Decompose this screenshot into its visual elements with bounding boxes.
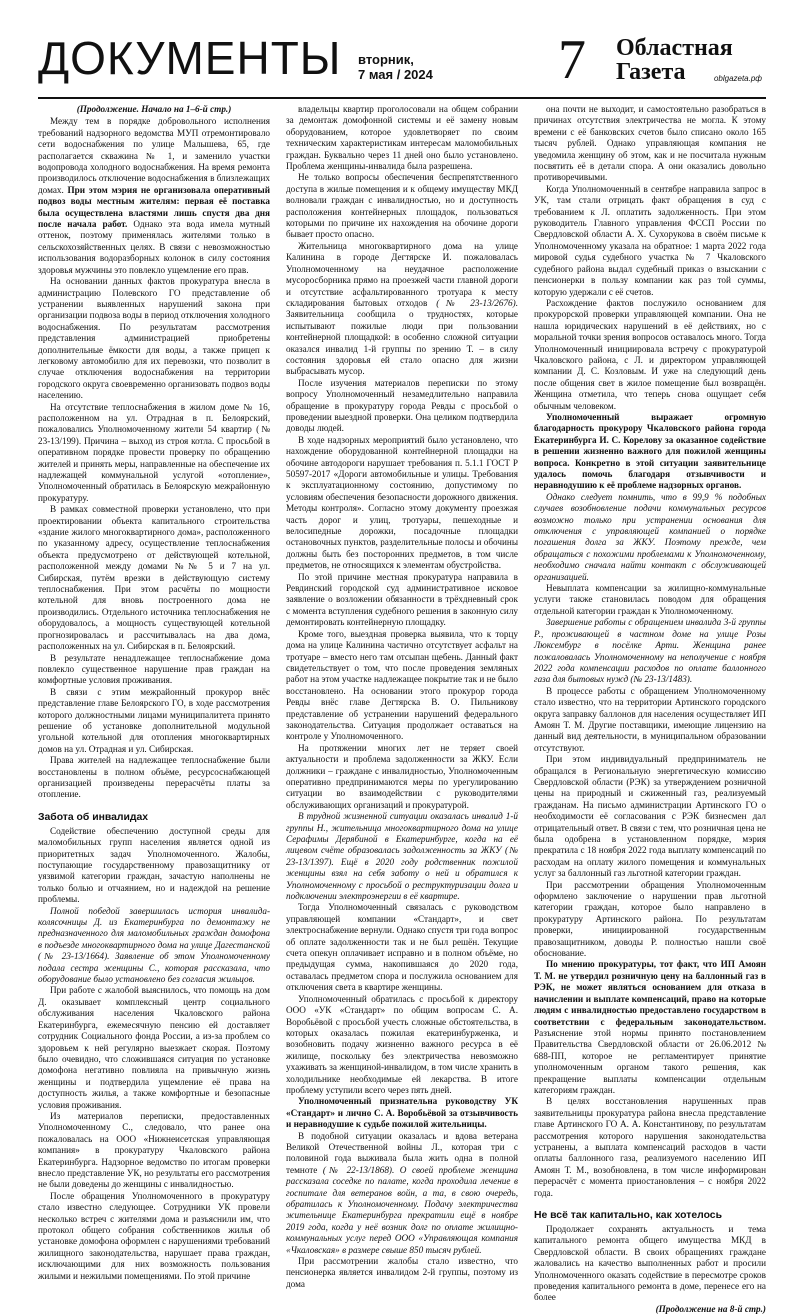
subheading: Забота об инвалидах [38,811,149,823]
column-3 [534,104,766,1314]
paragraph: После изучения материалов переписки по этому вопросу Уполномоченный незамедлительно направила обращение в прокуратуру города Ревды с просьбой о проведении выездной проверки. Она целиком подтвердила доводы людей. [286,377,518,434]
paragraph-italic: Полной победой завершилась история инвалида-колясочницы Д. из Екатеринбурга по демонтажу не предназначенного для маломобильных граждан домофона в подъезде многоквартирного дома на улице Дагестанской (№ 23-13/1664). Заявление об этом Уполномоченному подала сестра женщины С., которая рассказала, что оборудование было установлено без согласия жильцов. [38,905,270,985]
paragraph: Уполномоченный обратилась с просьбой к директору ООО «УК «Стандарт» по общим вопросам С. А. Воробьёвой с просьбой учесть сложные обстоятельства, в которых оказалась пожилая екатеринбурженка, и возобновить подачу жизненно важного ресурса в её жилище, поскольку без электричества невозможно ухаживать за женщиной-инвалидом, в том числе хранить в холодильнике необходимые ей лекарства. В итоге проблему уступили всего через пять дней. [286,993,518,1095]
paragraph: Невыплата компенсации за жилищно-коммунальные услуги также становилась поводом для обращения отдельной категории граждан к Уполномоченному. [534,583,766,616]
bold-text: По мнению прокуратуры, тот факт, что ИП Амоян Т. М. не утвердил розничную цену на баллонный газ в РЭК, не может являться основанием для отказа в начислении и выплате компенсаций, право на которые людям с инвалидностью предоставлено государством в соответствии с федеральным законодательством. [534,959,766,1027]
paragraph-italic: Однако следует помнить, что в 99,9 % подобных случаев возобновление подачи коммунальных ресурсов возможно только при устранении основания для отключения с управляющей компанией о порядке погашения долга за ЖКУ. Поэтому прежде, чем обращаться с похожими проблемами к Уполномоченному, необходимо сначала найти контакт с обслуживающей организацией. [534,491,766,582]
paragraph: В связи с этим межрайонный прокурор внёс представление главе Белоярского ГО, в ходе рассмотрения которого должностными лицами муниципалитета принято решение об установке дополнительной модульной угольной котельной для отопления многоквартирных домов на ул. Отрадная и ул. Сибирская. [38,686,270,754]
logo-line-1: Областная [616,35,733,61]
paragraph: она почти не выходит, и самостоятельно разобраться в причинах отсутствия электричества не могла. К этому времени с её банковских счетов было списано около 165 тысяч рублей. Однако управляющая компания не уведомила женщину об этом, как и не посчитала нужным посвятить её в детали спора. А они оказались довольно противоречивыми. [534,104,766,183]
italic-text: (№ 22-13/1868). О своей проблеме женщина рассказала соседке по палате, когда проходила лечение в госпитале для ветеранов войн, а та, в свою очередь, обратилась к Уполномоченному. Подачу электричества жительнице Екатеринбурга прекратили ещё в ноябре 2019 года, когда у неё возник долг по оплате жилищно-коммунальных услуг перед ООО «Управляющая компания «Чкаловская» в размере свыше 850 тысяч рублей. [286,1164,518,1255]
paragraph: Расхождение фактов послужило основанием для прокурорской проверки управляющей компании. Она не нашла юридических нарушений в её действиях, но с моральной точки зрения вопросов оставалось много. Тогда Уполномоченный инициировала встречу с прокуратурой Чкаловского района, с Л. и директором управляющей компании Д. С. Козловым. И уже на следующий день после общения свет в жилое помещение был возвращён. Женщина отметила, что теперь снова ощущает себя обычным человеком. [534,297,766,411]
paragraph: Кроме того, выездная проверка выявила, что к торцу дома на улице Калинина частично отсутствует асфальт на тротуаре – вместо него там отсыпан щебень. Данный факт свидетельствует о том, что после проведения земляных работ на этом участке надлежащее покрытие так и не было восстановлено. На основании этого прокурор города Ревды внёс главе Дегтярска В. О. Пильникову представление об устранении нарушений федерального законодательства. Ситуация продолжает оставаться на контроле у Уполномоченного. [286,628,518,742]
subheading: Не всё так капитально, как хотелось [534,1210,722,1221]
page-number: 7 [558,29,586,91]
paragraph [286,241,518,378]
paragraph: Тогда Уполномоченный связалась с руководством управляющей компании «Стандарт», и свет электроснабжение вернули. Однако спустя три года вопрос об оплате задолженности так и не был решён. Текущие счета опекун оплачивает исправно и в полном объёме, но предыдущая сумма, накопившаяся до 2020 года, оставалась предметом спора и послужила основанием для отключения света в квартире женщины. [286,902,518,993]
continuation-end-note: (Продолжение на 8-й стр.) [655,1303,766,1314]
paragraph: Не только вопросы обеспечения беспрепятственного доступа в жилые помещения и к общему имуществу МКД волновали граждан с инвалидностью, но и доступность расположения контейнерных площадок, пользоваться которыми по причине их нахождения на обочине дороги бывает просто опасно. [286,172,518,240]
paragraph: На отсутствие теплоснабжения в жилом доме № 16, расположенном на ул. Отрадная в п. Белоярский, пожаловались Уполномоченному жители 54 квартир (№ 23-13/199). Причина – выход из строя котла. С просьбой в оперативном порядке провести проверку по обращению жителей и принять меры, направленные на обеспечение их надлежащей коммунальной услугой «отопление», Уполномоченный обратилась в Белоярскую межрайонную прокуратуру. [38,401,270,503]
text: Заявительница сообщила о трудностях, которые испытывают пожилые люди при пользовании контейнерной площадкой: в особенно сложной ситуации оказался инвалид 1-й группы по зрению Т. – в силу состояния здоровья ей стало опасно для жизни выбрасывать мусор. [286,309,518,377]
page-header [38,30,766,96]
paragraph: При этом индивидуальный предприниматель не обращался в Региональную энергетическую комиссию Свердловской области (РЭК) за утверждением розничной цены на природный и сжиженный газ, реализуемый гражданам. На письмо администрации Артинского ГО о необходимости её согласования с РЭК бизнесмен дал отрицательный ответ. В связи с тем, что розничная цена не была одобрена в установленном порядке, мэрия прекратила с 18 ноября 2022 года выплату компенсаций по расходам на оплату жилого помещения и коммунальных услуг за баллонный газ льготной категории граждан. [534,754,766,879]
paragraph: Права жителей на надлежащее теплоснабжение были восстановлены в полном объёме, ресурсоснабжающей организацией произведены перерасчёты платы за отопление. [38,755,270,800]
paragraph: В рамках совместной проверки установлено, что при проектировании объекта капитального строительства «здание жилого многоквартирного дома», расположенного по указанному адресу, осуществление теплоснабжения объекта предусмотрено от действующей котельной, расположенной между домами №№ 5 и 7 на ул. Сибирская, путём врезки в действующую систему теплоснабжения. При этом расчёты по мощности котельной для вновь построенного дома не производились. Отдельного источника теплоснабжения не оборудовалось, а мощность существующей котельной прогнозировалась и рассчитывалась на два дома, расположенных на ул. Сибирская в п. Белоярский. [38,504,270,652]
paragraph: В процессе работы с обращением Уполномоченному стало известно, что на территории Артинского городского округа заправку баллонов для населения осуществляет ИП Амоян Т. М. Другие поставщики, имеющие лицензию на данный вид деятельности, в муниципальном образовании отсутствуют. [534,685,766,753]
continuation-note: (Продолжение. Начало на 1–6-й стр.) [76,104,232,114]
paragraph: На основании данных фактов прокуратура внесла в администрацию Полевского ГО представление об устранении выявленных нарушений закона при организации подвоза воды в период отключения холодного водоснабжения. По результатам рассмотрения представления администрацией приобретены дополнительные ёмкости для воды, а также прицеп к легковому автомобилю для их перевозки, что позволит в случае отключения водоснабжения на территории городского округа своевременно организовать подвоз воды населению. [38,276,270,401]
logo-line-2: Газета [616,59,686,85]
paragraph: Продолжает сохранять актуальность и тема капитального ремонта общего имущества МКД в Свердловской области. В своих обращениях граждане жаловались на качество выполненных работ и просили Уполномоченного оказать содействие в пересмотре сроков проведения капитального ремонта в доме, перенесе его на более [534,1224,766,1303]
paragraph-italic: В трудной жизненной ситуации оказалась инвалид 1-й группы Н., жительница многоквартирного дома на улице Серафимы Дерябиной в Екатеринбурге, когда на её лицевом счёте образовалась задолженность за ЖКУ (№ 23-13/1397). Ещё в 2020 году родственник пожилой женщины взял на себя заботу о ней и обратился к Уполномоченному с просьбой о реструктуризации долга и подключении электроэнергии в её квартире. [286,811,518,902]
paragraph: владельцы квартир проголосовали на общем собрании за демонтаж домофонной системы и её замену новым оборудованием, которое удовлетворяет по своим техническим характеристикам интересам маломобильных граждан. Буквально через 11 дней оно было установлено. Проблема женщины-инвалида была разрешена. [286,104,518,172]
issue-weekday: вторник, [358,52,414,67]
paragraph: В целях восстановления нарушенных прав заявительницы прокуратура района внесла представление главе Артинского ГО А. А. Константинову, по результатам рассмотрения которого нарушения законодательства устранены, а выплата компенсаций расходов в части оплаты баллонного газа, реализуемого населению ИП Амоян Т. М., возобновлена, в том числе информирован перерасчёт с момента приостановления – с ноября 2022 года. [534,1096,766,1198]
paragraph: Когда Уполномоченный в сентябре направила запрос в УК, там стали отрицать факт обращения в суд с требованием к Л. оплатить задолженность. При этом руководитель Главного управления ФССП России по Свердловской области А. Х. Сухорукова в своём письме к Уполномоченному указала на обратное: 1 марта 2022 года мировой судья судебного участка № 7 Чкаловского судебного района выдал судебный приказ о взыскании с пенсионерки в пользу компании как раз той суммы, которую удержали с её счетов. [534,183,766,297]
paragraph-italic: Завершение работы с обращением инвалида 3-й группы Р., проживающей в частном доме на улице Розы Люксембург в посёлке Арти. Женщина ранее пожаловалась Уполномоченному на неполучение с ноября 2022 года компенсации расходов по оплате баллонного газа для бытовых нужд (№ 23-13/1483). [534,617,766,685]
column-1 [38,104,271,1281]
text: В подобной ситуации оказалась и вдова ветерана Великой Отечественной войны Л., которая три с половиной года выживала была жить одна в полной темноте [286,1130,518,1175]
text: Разъяснение этой нормы принято постановлением Правительства Свердловской области от 26.06.2012 № 688-ПП, которое не регламентирует принятие уполномоченным органом такого решения, как прекращение выплаты компенсации отдельным категориям граждан. [534,1027,766,1095]
paragraph: На протяжении многих лет не теряет своей актуальности и проблема задолженности за ЖКУ. Если должники – граждане с инвалидностью, Уполномоченным оперативно предпринимаются меры по урегулированию ситуации во взаимодействии с руководителями обслуживающих организаций и прокуратурой. [286,742,518,810]
paragraph: По этой причине местная прокуратура направила в Ревдинский городской суд административное исковое заявление о возложении обязанности в трёхдневный срок с момента вступления судебного решения в законную силу демонтировать контейнерную площадку. [286,571,518,628]
paragraph [534,959,766,1096]
paragraph-bold: Уполномоченный признательна руководству УК «Стандарт» и лично С. А. Воробьёвой за отзывчивость и неравнодушие к судьбе пожилой жительницы. [286,1096,518,1130]
text: Однако эта вода имела мутный оттенок, поэтому применялась жителями только в сельскохозяйственных целях. В связи с невозможностью использования водоразборных колонок в силу состояния здоровья мужчины это повлекло ущемление его прав. [38,219,270,275]
paragraph: После обращения Уполномоченного в прокуратуру стало известно следующее. Сотрудники УК провели несколько встреч с жителями дома и разъяснили им, что протокол общего собрания собственников жилья об установке домофона оформлен с нарушениями требований жилищного законодательства, нарушает права граждан, исключающими для них возможность пользования жилыми и нежилыми помещениями. По этой причине [38,1190,270,1281]
case-number: (№ 23-13/2676). [436,297,518,308]
header-rule [38,97,766,99]
paragraph: При работе с жалобой выяснилось, что помощь на дом Д. оказывает комплексный центр социального обслуживания населения Чкаловского района Екатеринбурга, ежемесячную пенсию ей доставляет сотрудник Социального фонда России, а из-за проблем со здоровьем к ней регулярно выезжает скорая. Поэтому было очевидно, что сложившаяся ситуация по установке домофона негативно повлияла на привычную жизнь женщины и подтвердила ущемление её права на доступность жилья, а также комфортные и безопасные условия проживания. [38,985,270,1110]
paragraph: В ходе надзорных мероприятий было установлено, что нахождение оборудованной контейнерной площадки на обочине автодороги нарушает требования п. 5.1.1 ГОСТ Р 50597-2017 «Дороги автомобильные и улицы. Требования к эксплуатационному состоянию, допустимому по условиям обеспечения безопасности дорожного движения. Методы контроля». Согласно этому документу проезжая часть дорог и улиц, тротуары, пешеходные и велосипедные дорожки, посадочные площадки остановочных пунктов, разделительные полосы и обочины должны быть без посторонних предметов, в том числе предметов, не относящихся к элементам обустройства. [286,434,518,571]
paragraph: Из материалов переписки, предоставленных Уполномоченному С., следовало, что ранее она пожаловалась на ООО «Нижнеисетская управляющая компания» в прокуратуру Чкаловского района Екатеринбурга. Надзорное ведомство по итогам проверки внесло представление УК, но результаты его рассмотрения не были доведены до женщины с инвалидностью. [38,1110,270,1190]
paragraph: При рассмотрении обращения Уполномоченным оформлено заключение о нарушении прав льготной категории граждан, которое было направлено в прокуратуру Артинского района. По результатам проверки, инициированной государственным правозащитником, доводы Р. полностью нашли своё обоснование. [534,879,766,959]
site-url: oblgazeta.рф [713,74,762,83]
paragraph: В результате ненадлежащее теплоснабжение дома повлекло существенное нарушение прав граждан на комфортные условия проживания. [38,652,270,686]
article-columns [38,104,766,1314]
text: Между тем в порядке добровольного исполнения требований надзорного ведомства МУП отремонтировало сети водоснабжения по улице Малышева, 65, где располагается скважина № 1, и заменило участки водопровода холодного водоснабжения. На время ремонта производилось отключение водоснабжения в близлежащих домах. [38,116,270,195]
section-title: ДОКУМЕНТЫ [38,32,342,84]
paragraph [286,1131,518,1256]
issue-date [358,52,433,82]
issue-date-value: 7 мая / 2024 [358,67,433,82]
column-2 [286,104,518,1289]
paragraph-bold: Уполномоченный выражает огромную благодарность прокурору Чкаловского района города Екатеринбурга И. С. Кореловy за оказанное содействие в решении жизненно важного для пожилой женщины вопроса. Конкретно в этой ситуации заявительнице удалось помочь благодаря отзывчивости и неравнодушию к её проблеме надзорных органов. [534,411,766,491]
text: Жительница многоквартирного дома на улице Калинина в городе Дегтярске И. пожаловалась Уполномоченному на неудачное расположение мусоросборника прямо на проезжей части главной дороги и отсутствие асфальтированного тротуара к месту складирования бытовых отходов [286,240,518,308]
paragraph: Содействие обеспечению доступной среды для маломобильных групп населения является одной из приоритетных задач Уполномоченного. Жалобы, поступающие государственному правозащитнику от уязвимой категории граждан, зачастую наполнены не только болью и отчаянием, но и надеждой на решение проблемы. [38,825,270,905]
bold-text: При этом мэрия не организовала оперативный подвоз воды местным жителям: первая её поставка была осуществлена властями лишь спустя два дня после начала работ. [38,184,271,230]
paragraph [38,116,270,276]
paragraph: При рассмотрении жалобы стало известно, что пенсионерка является инвалидом 2-й группы, поэтому из дома [286,1256,518,1289]
